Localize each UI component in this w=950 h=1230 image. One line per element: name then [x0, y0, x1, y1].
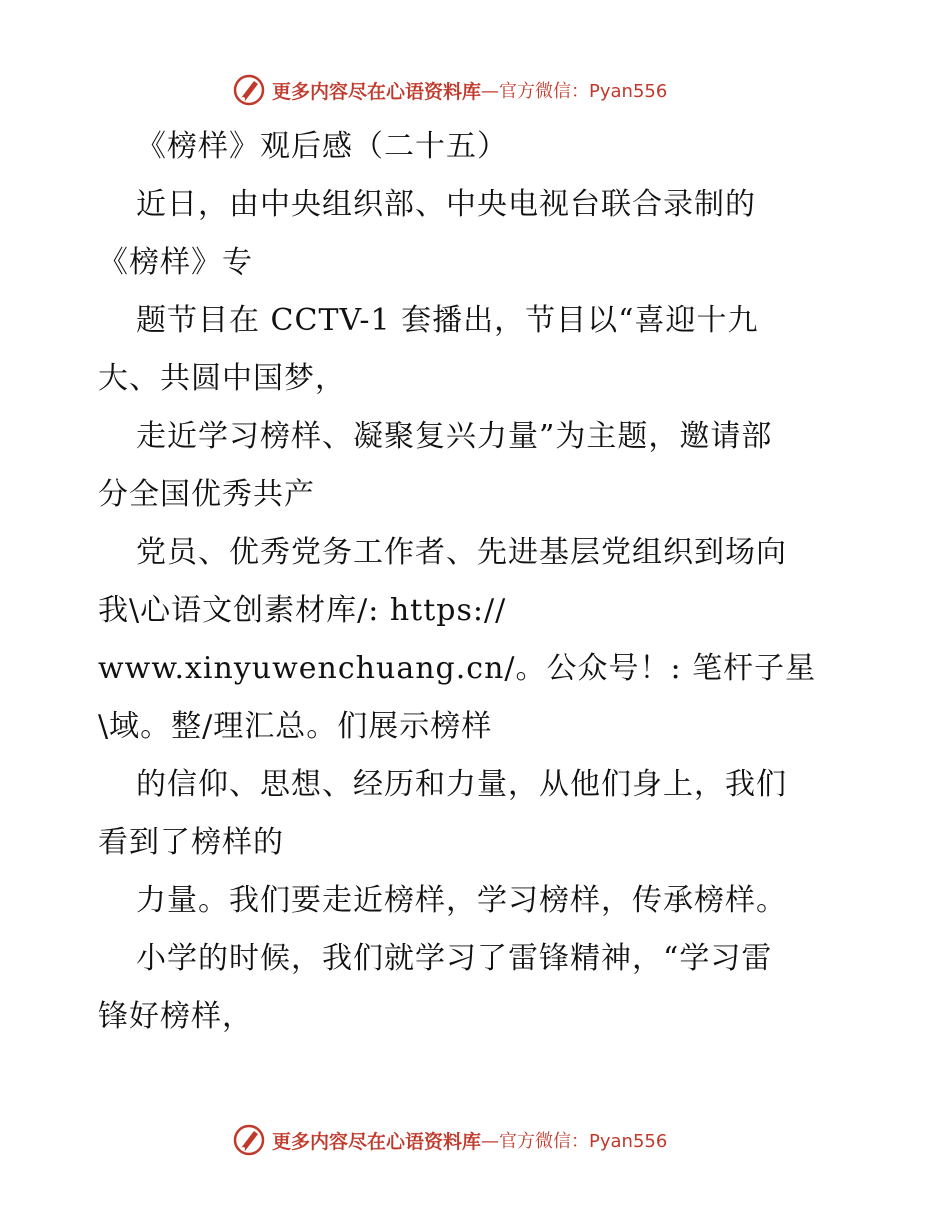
text-line: www.xinyuwenchuang.cn/。公众号！: 笔杆子星	[98, 651, 817, 686]
text-line: 走近学习榜样、凝聚复兴力量”为主题，邀请部	[136, 419, 773, 454]
text-line: 小学的时候，我们就学习了雷锋精神，“学习雷	[136, 941, 773, 976]
text-line: 大、共圆中国梦，	[98, 361, 346, 396]
text-line: 我\心语文创素材库/: https://	[98, 593, 507, 628]
text-line: 分全国优秀共产	[98, 477, 315, 512]
text-line: 党员、优秀党务工作者、先进基层党组织到场向	[136, 535, 787, 570]
header-banner	[232, 70, 667, 110]
text-line: 的信仰、思想、经历和力量，从他们身上，我们	[136, 767, 787, 802]
pen-circle-icon	[232, 1123, 266, 1157]
text-line: 近日，由中央组织部、中央电视台联合录制的	[136, 187, 756, 222]
header-wechat-text: —官方微信：Pyan556	[481, 81, 668, 102]
text-line: 力量。我们要走近榜样，学习榜样，传承榜样。	[136, 883, 787, 918]
document-title: 《榜样》观后感（二十五）	[136, 129, 508, 164]
text-line: \域。整/理汇总。们展示榜样	[98, 709, 493, 744]
text-line: 题节目在 CCTV-1 套播出，节目以“喜迎十九	[136, 303, 759, 338]
text-line: 《榜样》专	[98, 245, 253, 280]
document-body	[98, 118, 858, 1046]
pen-circle-icon	[232, 73, 266, 107]
text-line: 看到了榜样的	[98, 825, 284, 860]
footer-banner	[232, 1120, 667, 1160]
footer-wechat-text: —官方微信：Pyan556	[481, 1131, 668, 1152]
text-line: 锋好榜样，	[98, 999, 253, 1034]
header-brand-text: 更多内容尽在心语资料库	[272, 80, 482, 103]
footer-brand-text: 更多内容尽在心语资料库	[272, 1130, 482, 1153]
